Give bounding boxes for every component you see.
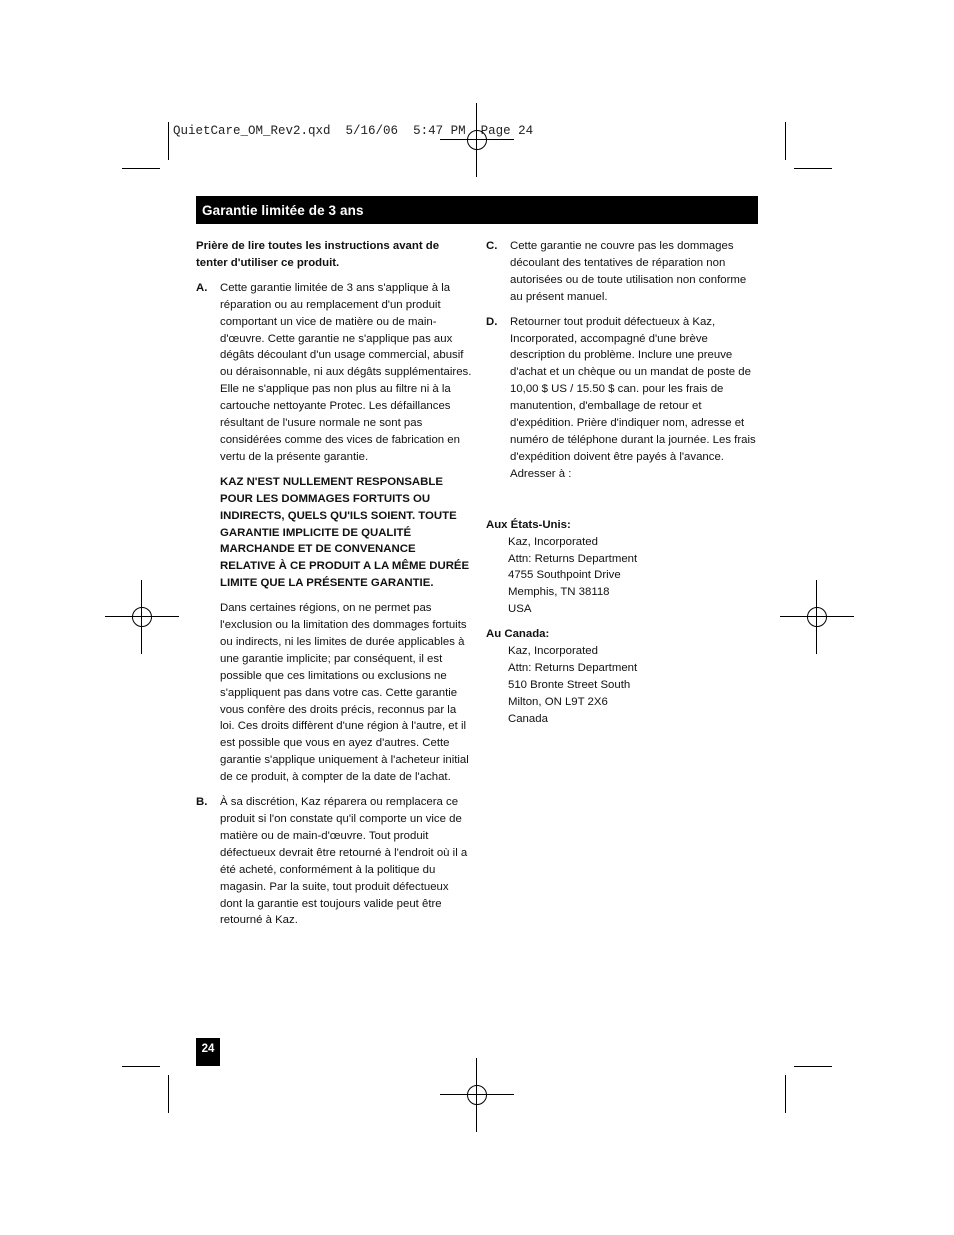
item-a-label: A.: [196, 281, 208, 294]
page-number: 24: [196, 1038, 220, 1066]
address-ca-line: Kaz, Incorporated: [508, 645, 598, 658]
slug-file: QuietCare_OM_Rev2.qxd: [173, 124, 331, 138]
item-b-text: À sa discrétion, Kaz réparera ou remplacera ce produit si l'on constate qu'il comporte un vice de matière ou de main-d'œuvre. Tout produit défectueux devrait être retourné à l'endroit où il a été acheté, conformément à la politique du magasin. Par la suite, tout produit défectueux dont la garantie est toujours valide peut être retourné à Kaz.: [220, 796, 468, 927]
item-c-text: Cette garantie ne couvre pas les dommages découlant des tentatives de réparation non autorisées ou de toute utilisation non conforme au présent manuel.: [510, 240, 747, 303]
registration-mark-left-icon: [105, 580, 179, 654]
item-c-label: C.: [486, 240, 498, 252]
item-d-text: Retourner tout produit défectueux à Kaz, Incorporated, accompagné d'une brève description du problème. Inclure une preuve d'achat et un chèque ou un mandat de poste de 10,00 $ US / 15.50 $ can. pour les frais de manutention, d'emballage de retour et d'expédition. Prière d'indiquer nom, adresse et numéro de téléphone durant la journée. Les frais d'expédition doivent être payés à l'avance. Adresser à :: [510, 315, 756, 480]
crop-mark-bottom-right-vertical: [785, 1075, 786, 1113]
address-ca-block: [486, 643, 758, 728]
address-ca-line: 510 Bronte Street South: [508, 678, 631, 691]
address-us-line: Kaz, Incorporated: [508, 535, 598, 548]
address-us-heading: Aux États-Unis:: [486, 518, 571, 531]
item-d-label: D.: [486, 315, 498, 328]
slug-time: 5:47 PM: [413, 124, 466, 138]
address-us-line: USA: [508, 603, 532, 616]
section-title: Garantie limitée de 3 ans: [202, 203, 364, 218]
address-us-line: Memphis, TN 38118: [508, 586, 610, 599]
item-a-text: Cette garantie limitée de 3 ans s'applique à la réparation ou au remplacement d'un produit comportant un vice de matière ou de main-d'œuvre. Cette garantie ne s'applique pas aux dégâts découlant d'un usage commercial, abusif ou déraisonnable, ni aux dégâts supplémentaires. Elle ne s'applique pas non plus au filtre ni à la cartouche nettoyante Protec. Les défaillances résultant de l'usure normale ne sont pas considérées comme des vices de fabrication en vertu de la présente garantie.: [220, 281, 472, 463]
crop-mark-bottom-left-horizontal: [122, 1066, 160, 1067]
address-ca-line: Milton, ON L9T 2X6: [508, 695, 608, 708]
crop-mark-bottom-right-horizontal: [794, 1066, 832, 1067]
registration-mark-top-icon: [440, 103, 514, 177]
warranty-item-a: [196, 280, 472, 786]
address-us-block: [486, 534, 758, 619]
crop-mark-top-left-vertical: [168, 122, 169, 160]
warranty-item-c: [486, 238, 758, 306]
intro-instruction: Prière de lire toutes les instructions avant de tenter d'utiliser ce produit.: [196, 240, 440, 269]
address-us-line: Attn: Returns Department: [508, 552, 638, 565]
left-column: [196, 238, 472, 937]
crop-mark-top-right-horizontal: [794, 168, 832, 169]
address-ca-heading: Au Canada:: [486, 628, 550, 641]
warranty-item-d: [486, 314, 758, 483]
crop-mark-top-right-vertical: [785, 122, 786, 160]
slug-page: Page 24: [480, 124, 534, 138]
right-column: [486, 238, 758, 736]
spacer: [486, 491, 758, 517]
crop-mark-bottom-left-vertical: [168, 1075, 169, 1113]
item-a-disclaimer: KAZ N'EST NULLEMENT RESPONSABLE POUR LES DOMMAGES FORTUITS OU INDIRECTS, QUELS QU'ILS SOIENT. TOUTE GARANTIE IMPLICITE DE QUALITÉ MARCHANDE ET DE CONVENANCE RELATIVE À CE PRODUIT A LA MÊME DURÉE LIMITE QUE LA PRÉSENTE GARANTIE.: [220, 475, 470, 590]
warranty-item-b: [196, 794, 472, 929]
address-us-line: 4755 Southpoint Drive: [508, 569, 621, 582]
item-b-label: B.: [196, 796, 208, 809]
registration-mark-right-icon: [780, 580, 854, 654]
section-title-bar: [196, 196, 758, 224]
slug-date: 5/16/06: [345, 124, 399, 138]
registration-mark-bottom-icon: [440, 1058, 514, 1132]
crop-mark-top-left-horizontal: [122, 168, 160, 169]
address-ca-line: Canada: [508, 712, 548, 725]
address-ca-line: Attn: Returns Department: [508, 661, 638, 674]
item-a-note: Dans certaines régions, on ne permet pas l'exclusion ou la limitation des dommages fortuits ou indirects, ni les limites de durée applicables à une garantie implicite; par conséquent, il est possible que ces limitations ou exclusions ne s'appliquent pas dans votre cas. Cette garantie vous confère des droits précis, reconnus par la loi. Ces droits diffèrent d'une région à l'autre, et il est possible que vous en ayez d'autres. Cette garantie s'applique uniquement à l'acheteur initial de ce produit, à compter de la date de l'achat.: [220, 602, 469, 784]
